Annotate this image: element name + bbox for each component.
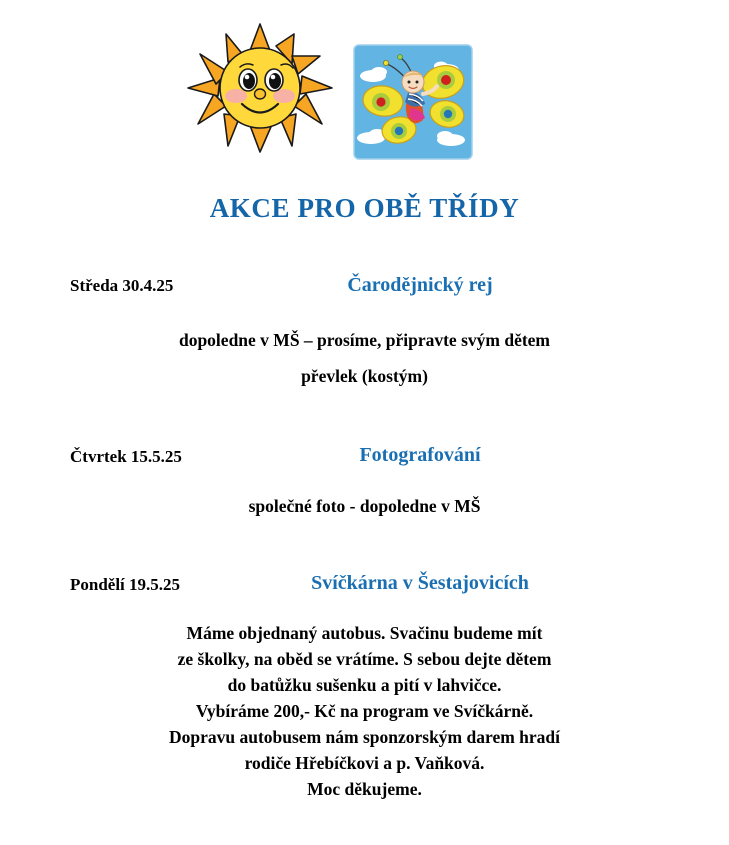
event-item [0, 519, 729, 802]
event-description-line: společné foto - dopoledne v MŠ [248, 495, 481, 516]
events-list [0, 276, 729, 803]
event-name: Čarodějnický rej [347, 274, 493, 296]
event-description-line: převlek (kostým) [301, 365, 428, 386]
event-description-line: rodiče Hřebíčkovi a p. Vaňková. [244, 752, 485, 773]
event-header [0, 276, 729, 306]
event-description-line: do batůžku sušenku a pití v lahvičce. [227, 675, 502, 696]
event-date: Čtvrtek 15.5.25 [70, 446, 182, 466]
event-item [0, 276, 729, 395]
event-item [0, 395, 729, 520]
page-title: AKCE PRO OBĚ TŘÍDY [209, 193, 520, 223]
event-header [0, 572, 729, 605]
clipart-header [0, 14, 729, 169]
event-description [0, 493, 729, 520]
sun-icon [186, 22, 334, 154]
event-date: Středa 30.4.25 [70, 276, 174, 295]
event-description-line: ze školky, na oběd se vrátíme. S sebou dejte dětem [177, 649, 552, 670]
butterfly-child-icon [351, 42, 475, 162]
event-description-line: Moc děkujeme. [307, 778, 422, 799]
event-description-line: Dopravu autobusem nám sponzorským darem hradí [168, 726, 561, 747]
event-date: Pondělí 19.5.25 [70, 575, 181, 595]
event-name: Fotografování [359, 443, 481, 466]
event-header [0, 443, 729, 477]
event-description [0, 323, 729, 395]
event-name: Svíčkárna v Šestajovicích [311, 572, 529, 595]
event-description-line: Vybíráme 200,- Kč na program ve Svíčkárně. [195, 701, 534, 722]
event-description-line: Máme objednaný autobus. Svačinu budeme mít [186, 623, 543, 644]
event-description [0, 621, 729, 802]
event-description-line: dopoledne v MŠ – prosíme, připravte svým dětem [178, 330, 551, 350]
